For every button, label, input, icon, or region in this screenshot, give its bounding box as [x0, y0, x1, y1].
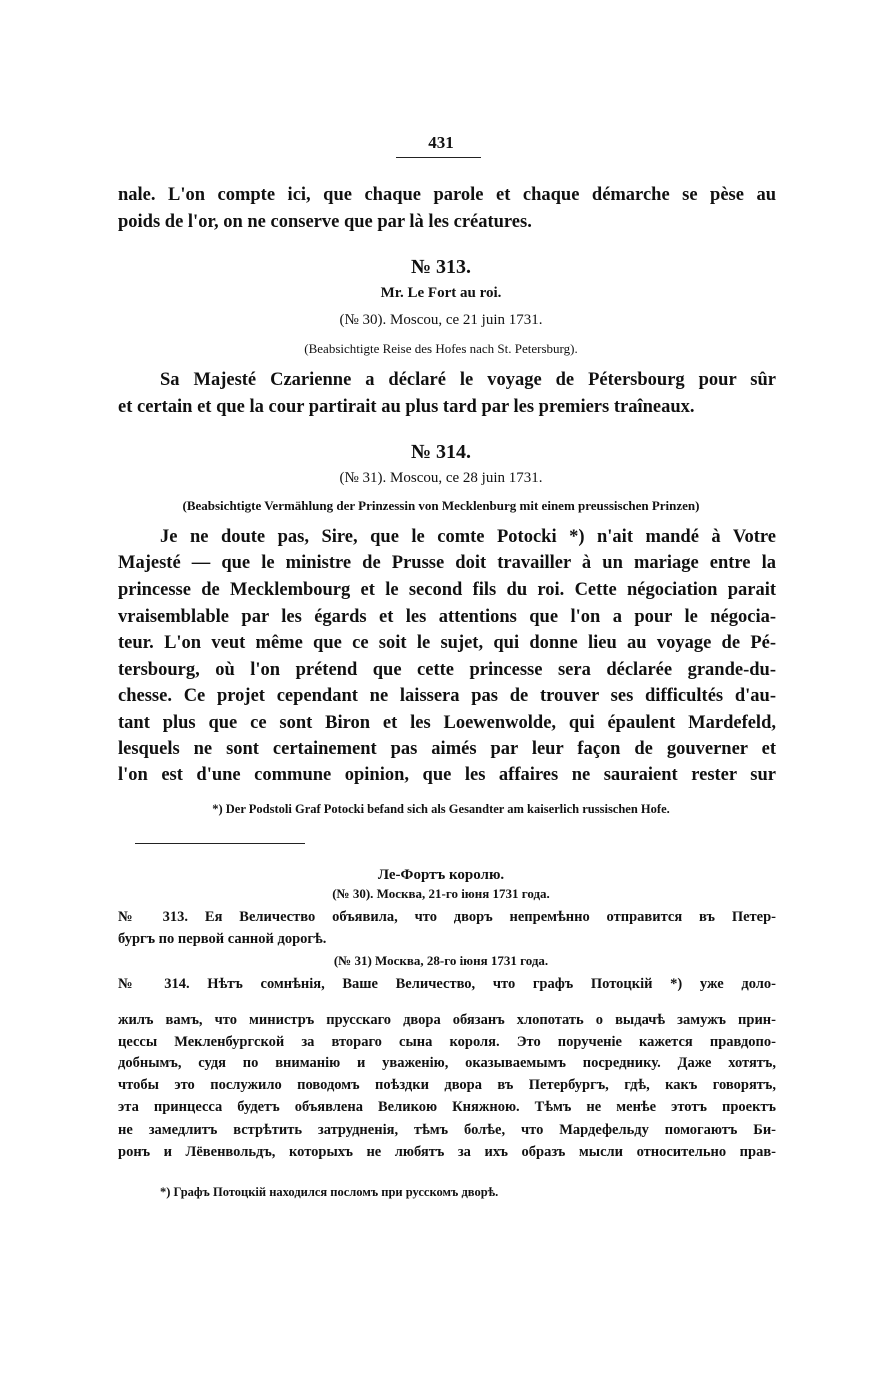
- text-line: princesse de Mecklembourg et le second fils du roi. Cette négociation parait: [118, 580, 776, 600]
- text-line: tersbourg, où l'on prétend que cette princesse sera déclarée grande-du-: [118, 660, 776, 680]
- text-line: чтобы это послужило поводомъ поѣздки двора въ Петербургъ, гдѣ, какъ говорятъ,: [118, 1077, 776, 1093]
- header-rule: [396, 157, 481, 158]
- text-line: эта принцесса будетъ объявлена Великою Княжною. Тѣмъ не менѣе этотъ проектъ: [118, 1099, 776, 1115]
- text-line: № 313. Ея Величество объявила, что дворъ непремѣнно отправится въ Петер-: [118, 909, 776, 925]
- dateline: (№ 31) Москва, 28-го іюня 1731 года.: [333, 953, 549, 968]
- text-line: добнымъ, судя по вниманію и уваженію, оказываемымъ посреднику. Даже хотятъ,: [118, 1055, 776, 1071]
- separator-rule: [135, 843, 305, 844]
- document-number: № 314.: [410, 441, 472, 463]
- text-line: ронъ и Лёвенвольдъ, которыхъ не любятъ за ихъ образъ мысли относительно прав-: [118, 1144, 776, 1160]
- summary: (Beabsichtigte Vermählung der Prinzessin von Mecklenburg mit einem preussischen Prinzen): [182, 498, 700, 513]
- russian-title: Ле-Фортъ королю.: [377, 867, 505, 883]
- text-line: № 314. Нѣтъ сомнѣнія, Ваше Величество, что графъ Потоцкій *) уже доло-: [118, 976, 776, 992]
- text-line: Je ne doute pas, Sire, que le comte Potocki *) n'ait mandé à Votre: [160, 527, 776, 547]
- summary: (Beabsichtigte Reise des Hofes nach St. Petersburg).: [304, 341, 578, 356]
- text-line: tant plus que ce sont Biron et les Loewenwolde, qui épaulent Mardefeld,: [118, 713, 776, 733]
- text-line: Sa Majesté Czarienne a déclaré le voyage de Pétersbourg pour sûr: [160, 370, 776, 390]
- text-line: жилъ вамъ, что министръ прусскаго двора обязанъ хлопотать о выдачѣ замужъ прин-: [118, 1012, 776, 1028]
- footnote: *) Графъ Потоцкій находился посломъ при русскомъ дворѣ.: [160, 1185, 499, 1199]
- text-line: nale. L'on compte ici, que chaque parole et chaque démarche se pèse au: [118, 185, 776, 205]
- text-line: цессы Мекленбургской за втораго сына короля. Это порученіе кажется правдопо-: [118, 1034, 776, 1050]
- footnote: *) Der Podstoli Graf Potocki befand sich als Gesandter am kaiserlich russischen Hofe.: [212, 802, 670, 816]
- document-number: № 313.: [410, 256, 472, 278]
- page-number: 431: [428, 133, 454, 152]
- dateline: (№ 30). Moscou, ce 21 juin 1731.: [339, 312, 543, 328]
- text-line: teur. L'on veut même que ce soit le sujet, qui donne lieu au voyage de Pé-: [118, 633, 776, 653]
- text-line: не замедлитъ встрѣтить затрудненія, тѣмъ болѣе, что Мардефельду помогаютъ Би-: [118, 1122, 776, 1138]
- text-line: chesse. Ce projet cependant ne laissera pas de trouver ses difficultés d'au-: [118, 686, 776, 706]
- text-line: poids de l'or, on ne conserve que par là les créatures.: [118, 212, 532, 232]
- text-line: бургъ по первой санной дорогѣ.: [118, 931, 327, 947]
- text-line: Majesté — que le ministre de Prusse doit travailler à un mariage entre la: [118, 553, 776, 573]
- dateline: (№ 31). Moscou, ce 28 juin 1731.: [339, 470, 543, 486]
- document-title: Mr. Le Fort au roi.: [380, 285, 502, 301]
- text-line: lesquels ne sont certainement pas aimés par leur façon de gouverner et: [118, 739, 776, 759]
- dateline: (№ 30). Москва, 21-го іюня 1731 года.: [332, 886, 550, 901]
- text-line: vraisemblable par les égards et les attentions que l'on a pour le négocia-: [118, 607, 776, 627]
- text-line: l'on est d'une commune opinion, que les affaires ne sauraient rester sur: [118, 765, 776, 785]
- text-line: et certain et que la cour partirait au plus tard par les premiers traîneaux.: [118, 397, 695, 417]
